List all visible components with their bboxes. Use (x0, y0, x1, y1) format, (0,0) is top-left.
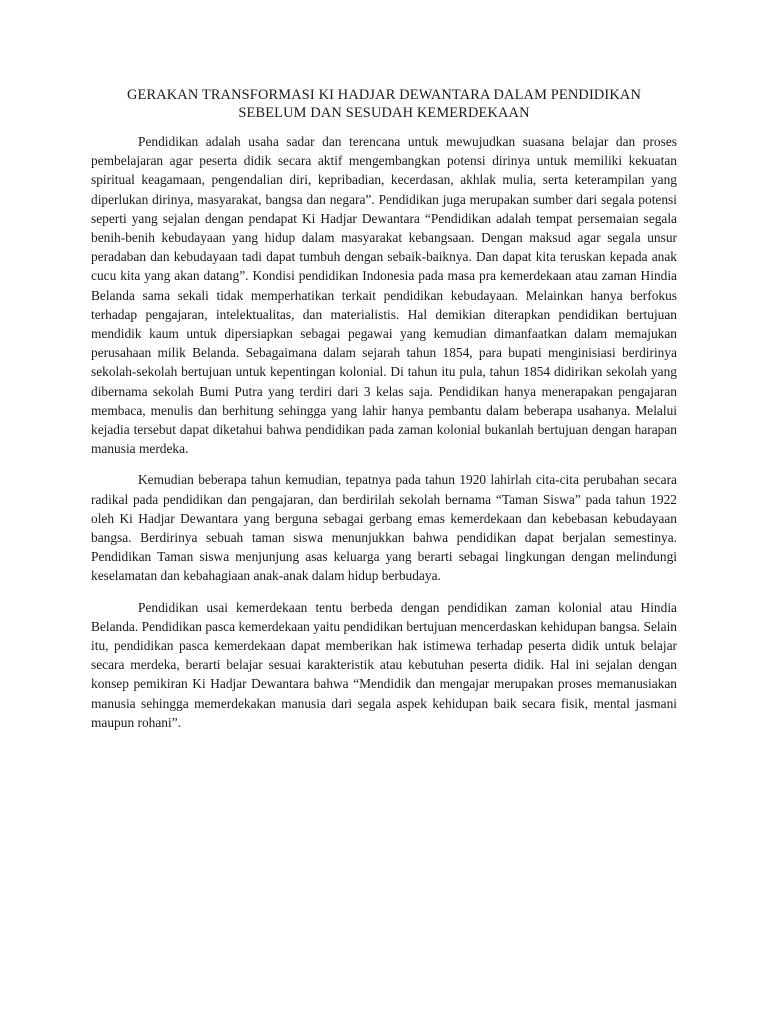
paragraph-1: Pendidikan adalah usaha sadar dan terencana untuk mewujudkan suasana belajar dan proses pembelajaran agar peserta didik secara aktif mengembangkan potensi dirinya untuk memiliki kekuatan spiritual keagamaan, pengendalian diri, kepribadian, kecerdasan, akhlak mulia, serta keterampilan yang diperlukan dirinya, masyarakat, bangsa dan negara”. Pendidikan juga merupakan sumber dari segala potensi seperti yang sejalan dengan pendapat Ki Hadjar Dewantara “Pendidikan adalah tempat persemaian segala benih-benih kebudayaan yang hidup dalam masyarakat kebangsaan. Dengan maksud agar segala unsur peradaban dan kebudayaan tadi dapat tumbuh dengan sebaik-baiknya. Dan dapat kita teruskan kepada anak cucu kita yang akan datang”. Kondisi pendidikan Indonesia pada masa pra kemerdekaan atau zaman Hindia Belanda sama sekali tidak memperhatikan terkait pendidikan kebudayaan. Melainkan hanya berfokus terhadap pengajaran, intelektualitas, dan materialistis. Hal demikian diterapkan pendidikan bertujuan mendidik kaum untuk dipersiapkan sebagai pegawai yang kemudian dimanfaatkan dalam memajukan perusahaan milik Belanda. Sebagaimana dalam sejarah tahun 1854, para bupati menginisiasi berdirinya sekolah-sekolah bertujuan untuk kepentingan kolonial. Di tahun itu pula, tahun 1854 didirikan sekolah yang dibernama sekolah Bumi Putra yang terdiri dari 3 kelas saja. Pendidikan hanya menerapakan pengajaran membaca, menulis dan berhitung sehingga yang lahir hanya pembantu dalam beberapa usahanya. Melalui kejadia tersebut dapat diketahui bahwa pendidikan pada zaman kolonial bukanlah bertujuan dengan harapan manusia merdeka. (91, 134, 677, 457)
document-title (91, 86, 677, 122)
document-title-line-1: GERAKAN TRANSFORMASI KI HADJAR DEWANTARA DALAM PENDIDIKAN (126, 87, 641, 103)
document-body (91, 86, 677, 744)
paragraph-3: Pendidikan usai kemerdekaan tentu berbeda dengan pendidikan zaman kolonial atau Hindia Belanda. Pendidikan pasca kemerdekaan yaitu pendidikan bertujuan mencerdaskan kehidupan bangsa. Selain itu, pendidikan pasca kemerdekaan dapat memberikan hak istimewa terhadap peserta didik untuk belajar secara merdeka, berarti belajar sesuai karakteristik atau kebutuhan peserta didik. Hal ini sejalan dengan konsep pemikiran Ki Hadjar Dewantara bahwa “Mendidik dan mengajar merupakan proses memanusiakan manusia sehingga memerdekakan manusia dari segala aspek kehidupan baik secara fisik, mental jasmani maupun rohani”. (91, 599, 677, 730)
paragraph-2: Kemudian beberapa tahun kemudian, tepatnya pada tahun 1920 lahirlah cita-cita perubahan secara radikal pada pendidikan dan pengajaran, dan berdirilah sekolah bernama “Taman Siswa” pada tahun 1922 oleh Ki Hadjar Dewantara yang berguna sebagai gerbang emas kemerdekaan dan kebebasan kebudayaan bangsa. Berdirinya sebuah taman siswa menunjukkan bahwa pendidikan dapat berjalan semestinya. Pendidikan Taman siswa menjunjung asas keluarga yang berarti sebagai lingkungan dengan melindungi keselamatan dan kebahagiaan anak-anak dalam hidup berbudaya. (91, 472, 677, 584)
document-title-line-2: SEBELUM DAN SESUDAH KEMERDEKAAN (238, 105, 530, 121)
